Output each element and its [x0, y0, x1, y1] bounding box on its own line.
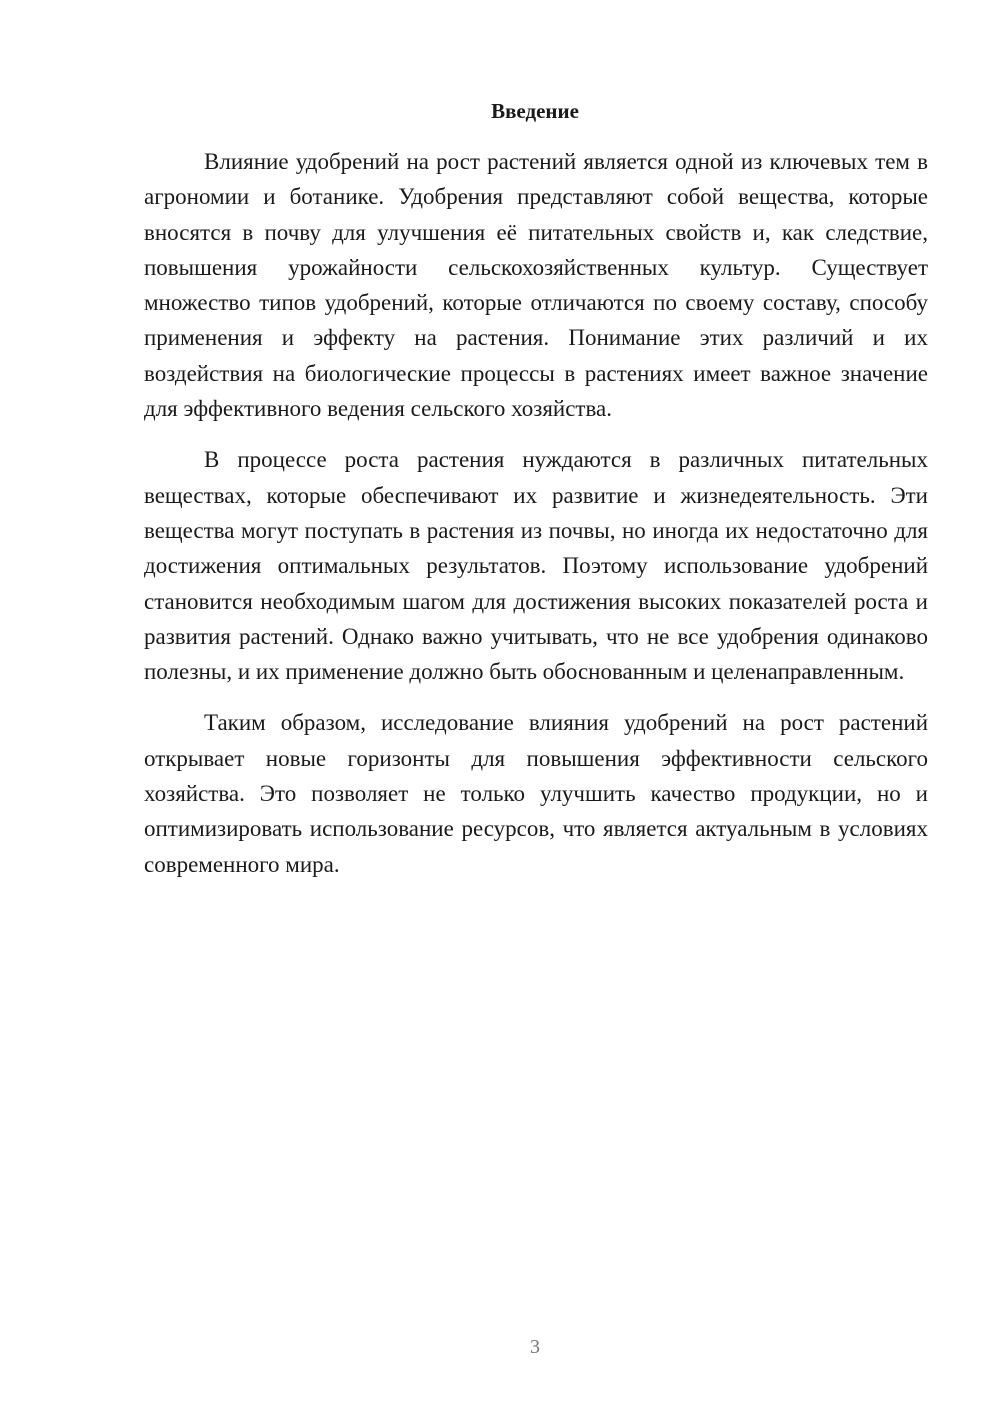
body-text	[144, 144, 928, 882]
paragraph-3: Таким образом, исследование влияния удобрений на рост растений открывает новые горизонты для повышения эффективности сельского хозяйства. Это позволяет не только улучшить качество продукции, но и оптимизировать использование ресурсов, что является актуальным в условиях современного мира.	[144, 710, 928, 877]
paragraph-1: Влияние удобрений на рост растений является одной из ключевых тем в агрономии и ботанике. Удобрения представляют собой вещества, которые вносятся в почву для улучшения её питательных свойств и, как следствие, повышения урожайности сельскохозяйственных культур. Существует множество типов удобрений, которые отличаются по своему составу, способу применения и эффекту на растения. Понимание этих различий и их воздействия на биологические процессы в растениях имеет важное значение для эффективного ведения сельского хозяйства.	[144, 149, 928, 422]
section-heading: Введение	[491, 99, 579, 123]
page-number: 3	[530, 1336, 540, 1358]
paragraph-2: В процессе роста растения нуждаются в различных питательных веществах, которые обеспечивают их развитие и жизнедеятельность. Эти вещества могут поступать в растения из почвы, но иногда их недостаточно для достижения оптимальных результатов. Поэтому использование удобрений становится необходимым шагом для достижения высоких показателей роста и развития растений. Однако важно учитывать, что не все удобрения одинаково полезны, и их применение должно быть обоснованным и целенаправленным.	[144, 447, 928, 685]
